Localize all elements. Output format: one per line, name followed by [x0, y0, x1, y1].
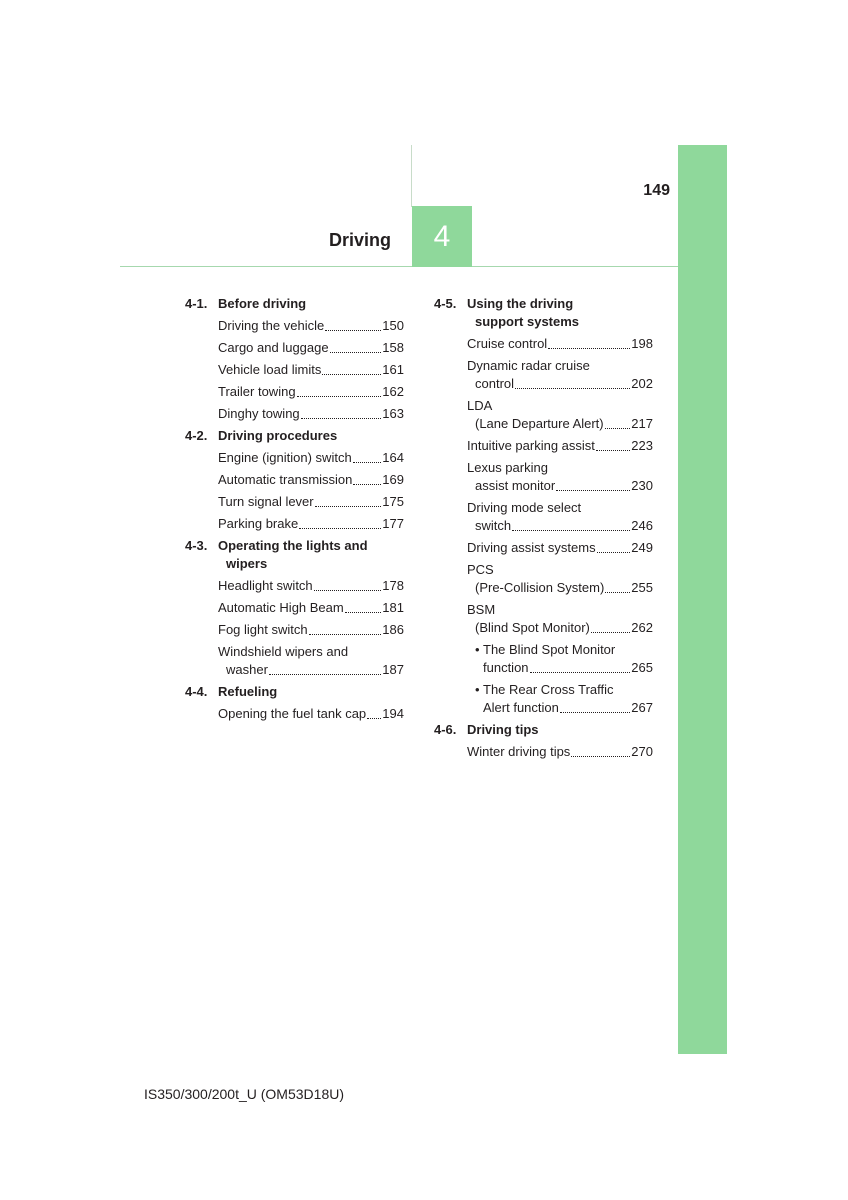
entry-title: Opening the fuel tank cap	[218, 706, 367, 721]
entry-page-number: 162	[382, 384, 404, 399]
toc-entry[interactable]	[218, 449, 404, 467]
entry-title: Dinghy towing	[218, 406, 300, 421]
footer-model-code: IS350/300/200t_U (OM53D18U)	[144, 1086, 344, 1102]
dot-leader	[591, 632, 630, 633]
dot-leader	[548, 348, 630, 349]
entry-row	[218, 621, 404, 639]
dot-leader	[269, 674, 381, 675]
entry-page-number: 150	[382, 318, 404, 333]
toc-entry[interactable]	[218, 643, 404, 679]
entry-row	[218, 515, 404, 533]
entry-title: Intuitive parking assist	[467, 438, 595, 453]
entry-page-number: 181	[382, 600, 404, 615]
entry-title-continued: assist monitor	[475, 478, 556, 493]
entry-title: Windshield wipers and	[218, 644, 349, 659]
section-number: 4-1.	[185, 296, 208, 311]
toc-entry[interactable]	[467, 397, 653, 433]
section-number: 4-4.	[185, 684, 208, 699]
dot-leader	[330, 352, 382, 353]
toc-section-heading	[185, 537, 404, 573]
entry-page-number: 177	[382, 516, 404, 531]
dot-leader	[322, 374, 381, 375]
toc-entry[interactable]	[467, 499, 653, 535]
entry-page-number: 158	[382, 340, 404, 355]
entry-page-number: 249	[631, 540, 653, 555]
entry-title-continued-row	[467, 517, 653, 535]
entry-title-continued: switch	[475, 518, 512, 533]
toc-entry[interactable]	[218, 383, 404, 401]
toc-right-column	[434, 295, 653, 765]
dot-leader	[530, 672, 631, 673]
bullet-mark: •	[475, 642, 480, 657]
entry-row	[218, 577, 404, 595]
entry-title: Cargo and luggage	[218, 340, 329, 355]
section-title: Operating the lights and wipers	[218, 537, 404, 573]
toc-entry[interactable]	[218, 515, 404, 533]
entry-title-continued-row	[218, 661, 404, 679]
toc-entry[interactable]	[218, 621, 404, 639]
section-title: Using the driving support systems	[467, 295, 653, 331]
toc-section-heading	[185, 427, 404, 445]
entry-row	[218, 705, 404, 723]
dot-leader	[325, 330, 381, 331]
entry-title: BSM	[467, 602, 496, 617]
section-number: 4-5.	[434, 296, 457, 311]
dot-leader	[597, 552, 631, 553]
entry-title-continued: (Pre-Collision System)	[475, 580, 605, 595]
dot-leader	[299, 528, 381, 529]
dot-leader	[605, 428, 631, 429]
bullet-mark: •	[475, 682, 480, 697]
dot-leader	[596, 450, 630, 451]
entry-title: Cruise control	[467, 336, 548, 351]
entry-title-continued-row	[475, 659, 653, 677]
entry-row	[218, 449, 404, 467]
toc-entry[interactable]	[218, 317, 404, 335]
entry-title-continued-row	[475, 699, 653, 717]
entry-row	[218, 339, 404, 357]
entry-row	[218, 471, 404, 489]
dot-leader	[367, 718, 381, 719]
entry-title: Driving mode select	[467, 500, 582, 515]
section-title: Refueling	[218, 684, 278, 699]
dot-leader	[301, 418, 382, 419]
entry-page-number: 164	[382, 450, 404, 465]
chapter-title: Driving	[328, 230, 391, 250]
entry-title: Automatic High Beam	[218, 600, 344, 615]
entry-title-continued-row	[467, 579, 653, 597]
toc-left-column	[185, 295, 404, 727]
entry-page-number: 186	[382, 622, 404, 637]
entry-title: Fog light switch	[218, 622, 308, 637]
page-number: 149	[643, 182, 670, 199]
toc-entry[interactable]	[475, 681, 653, 717]
header-vertical-rule	[411, 145, 412, 207]
entry-title: Winter driving tips	[467, 744, 571, 759]
entry-page-number: 267	[631, 700, 653, 715]
toc-section-heading	[185, 683, 404, 701]
toc-entry[interactable]	[467, 459, 653, 495]
entry-title: Turn signal lever	[218, 494, 314, 509]
toc-entry[interactable]	[475, 641, 653, 677]
dot-leader	[560, 712, 630, 713]
entry-title: Vehicle load limits	[218, 362, 322, 377]
section-title-continued: wipers	[226, 556, 268, 571]
entry-page-number: 194	[382, 706, 404, 721]
section-number: 4-2.	[185, 428, 208, 443]
toc-entry[interactable]	[218, 361, 404, 379]
toc-entry[interactable]	[218, 599, 404, 617]
dot-leader	[353, 484, 381, 485]
toc-entry[interactable]	[218, 405, 404, 423]
dot-leader	[353, 462, 382, 463]
entry-title-continued: washer	[226, 662, 268, 677]
entry-title: Engine (ignition) switch	[218, 450, 352, 465]
toc-entry[interactable]	[218, 577, 404, 595]
entry-title: • The Blind Spot Monitor	[475, 642, 616, 657]
entry-row	[467, 335, 653, 353]
entry-page-number: 161	[382, 362, 404, 377]
section-title-continued: support systems	[475, 314, 580, 329]
entry-title: LDA	[467, 398, 493, 413]
toc-entry[interactable]	[218, 471, 404, 489]
entry-title: Driving the vehicle	[218, 318, 325, 333]
chapter-side-tab	[678, 145, 727, 1054]
toc-entry[interactable]	[218, 339, 404, 357]
dot-leader	[345, 612, 382, 613]
entry-page-number: 163	[382, 406, 404, 421]
section-title: Driving tips	[467, 722, 539, 737]
entry-page-number: 255	[631, 580, 653, 595]
chapter-number-box	[412, 206, 472, 267]
entry-page-number: 223	[631, 438, 653, 453]
dot-leader	[314, 590, 382, 591]
entry-title-continued-row	[467, 415, 653, 433]
entry-title-continued-row	[467, 477, 653, 495]
entry-title: Automatic transmission	[218, 472, 353, 487]
entry-page-number: 270	[631, 744, 653, 759]
toc-entry[interactable]	[467, 437, 653, 455]
entry-page-number: 262	[631, 620, 653, 635]
entry-title: Lexus parking	[467, 460, 548, 475]
dot-leader	[512, 530, 630, 531]
dot-leader	[605, 592, 630, 593]
toc-section-heading	[185, 295, 404, 313]
entry-title-continued-row	[467, 619, 653, 637]
toc-entry[interactable]	[218, 705, 404, 723]
entry-title: PCS	[467, 562, 494, 577]
toc-entry[interactable]	[467, 357, 653, 393]
dot-leader	[309, 634, 382, 635]
toc-entry[interactable]	[467, 335, 653, 353]
entry-page-number: 246	[631, 518, 653, 533]
entry-title: Headlight switch	[218, 578, 313, 593]
entry-row	[218, 599, 404, 617]
entry-title: Parking brake	[218, 516, 299, 531]
toc-section-heading	[434, 295, 653, 331]
entry-page-number: 265	[631, 660, 653, 675]
entry-page-number: 175	[382, 494, 404, 509]
dot-leader	[556, 490, 630, 491]
entry-row	[218, 317, 404, 335]
entry-row	[467, 539, 653, 557]
entry-title-continued: function	[483, 660, 529, 675]
entry-title: Trailer towing	[218, 384, 296, 399]
section-number: 4-6.	[434, 722, 457, 737]
toc-entry[interactable]	[218, 493, 404, 511]
entry-row	[467, 743, 653, 761]
section-title: Driving procedures	[218, 428, 338, 443]
toc-entry[interactable]	[467, 743, 653, 761]
entry-title-continued: Alert function	[483, 700, 559, 715]
entry-row	[218, 493, 404, 511]
toc-entry[interactable]	[467, 601, 653, 637]
entry-row	[218, 361, 404, 379]
entry-page-number: 217	[631, 416, 653, 431]
toc-entry[interactable]	[467, 561, 653, 597]
entry-page-number: 230	[631, 478, 653, 493]
dot-leader	[315, 506, 382, 507]
entry-title: • The Rear Cross Traffic	[475, 682, 614, 697]
entry-row	[467, 437, 653, 455]
toc-section-heading	[434, 721, 653, 739]
entry-row	[218, 383, 404, 401]
entry-page-number: 198	[631, 336, 653, 351]
entry-title: Dynamic radar cruise	[467, 358, 590, 373]
entry-title-continued: control	[475, 376, 515, 391]
section-title: Before driving	[218, 296, 307, 311]
toc-entry[interactable]	[467, 539, 653, 557]
header-horizontal-rule	[120, 266, 678, 267]
entry-page-number: 178	[382, 578, 404, 593]
entry-page-number: 187	[382, 662, 404, 677]
chapter-number: 4	[433, 219, 451, 253]
entry-page-number: 202	[631, 376, 653, 391]
entry-title-continued: (Lane Departure Alert)	[475, 416, 604, 431]
entry-page-number: 169	[382, 472, 404, 487]
entry-title-continued-row	[467, 375, 653, 393]
dot-leader	[297, 396, 382, 397]
entry-title: Driving assist systems	[467, 540, 596, 555]
dot-leader	[571, 756, 630, 757]
entry-title-continued: (Blind Spot Monitor)	[475, 620, 590, 635]
entry-row	[218, 405, 404, 423]
dot-leader	[515, 388, 630, 389]
section-number: 4-3.	[185, 538, 208, 553]
